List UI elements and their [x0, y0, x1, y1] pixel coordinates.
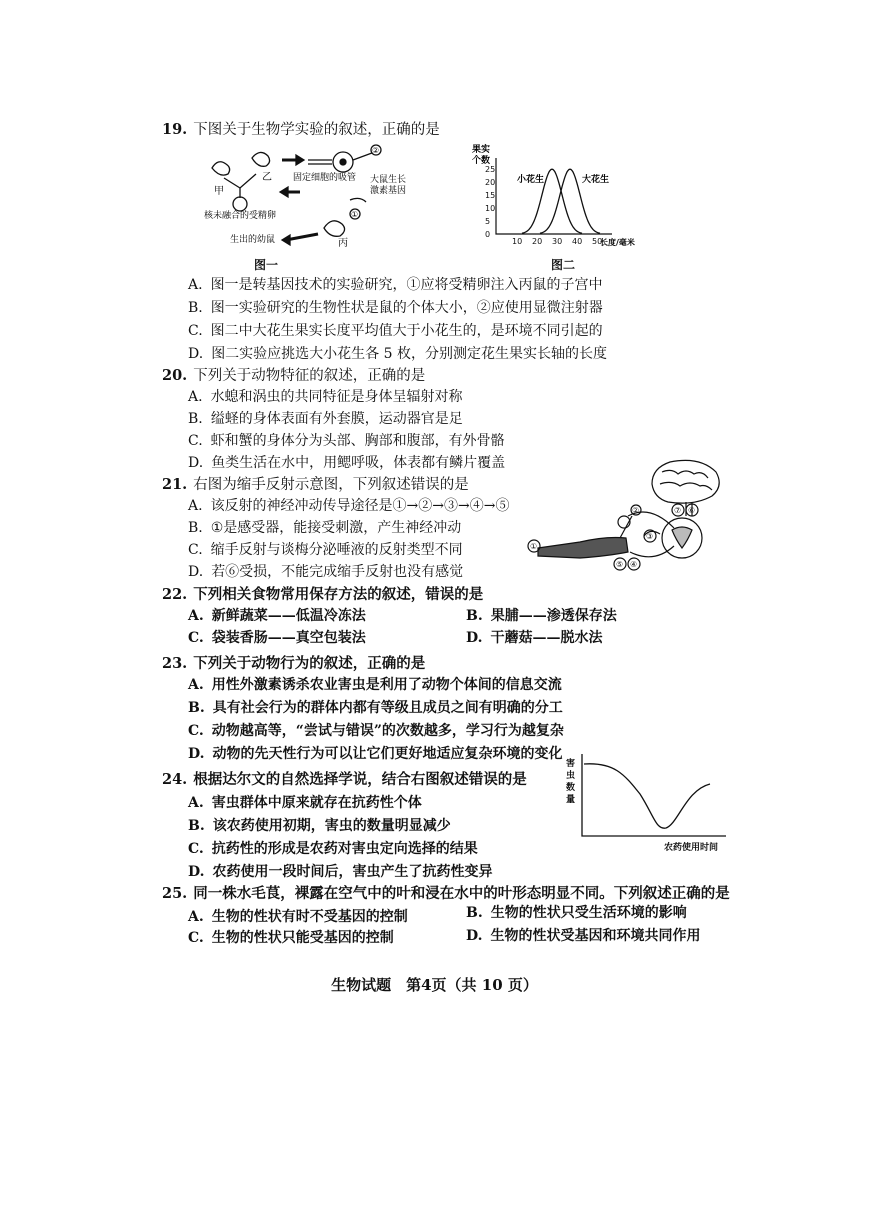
q25-option-c[interactable]: C. 生物的性状只能受基因的控制: [188, 930, 394, 946]
brain-icon: [652, 460, 719, 503]
reflex-arc-figure: [520, 456, 720, 576]
chart-ylabel-line2: 个数: [472, 156, 491, 166]
svg-text:量: 量: [566, 795, 576, 805]
q19-option-c[interactable]: C. 图二中大花生果实长度平均值大于小花生的，是环境不同引起的: [188, 323, 603, 339]
q22-stem: 22. 下列相关食物常用保存方法的叙述，错误的是: [162, 586, 484, 603]
q21-option-d[interactable]: D. 若⑥受损，不能完成缩手反射也没有感觉: [188, 564, 464, 580]
mouse-jia-icon: [212, 162, 230, 175]
figure-1-caption: 图一: [254, 258, 279, 272]
q22-option-d[interactable]: D. 干蘑菇——脱水法: [466, 630, 603, 646]
svg-text:生出的幼鼠: 生出的幼鼠: [230, 235, 276, 245]
svg-text:③: ③: [646, 532, 654, 541]
svg-text:害: 害: [566, 759, 576, 769]
q20-option-a[interactable]: A. 水螅和涡虫的共同特征是身体呈辐射对称: [188, 389, 463, 405]
svg-text:①: ①: [351, 210, 359, 219]
q21-option-b[interactable]: B. ①是感受器，能接受刺激，产生神经冲动: [188, 520, 462, 536]
x-tick-label: 10: [512, 237, 523, 246]
y-tick-label: 25: [485, 165, 496, 175]
x-tick-label: 50: [592, 237, 603, 246]
q22-option-b[interactable]: B. 果脯——渗透保存法: [466, 608, 617, 624]
q24-stem: 24. 根据达尔文的自然选择学说，结合右图叙述错误的是: [162, 771, 527, 788]
mouse-yi-icon: [252, 152, 270, 166]
svg-text:丙: 丙: [338, 238, 348, 249]
q25-option-a[interactable]: A. 生物的性状有时不受基因的控制: [188, 909, 408, 925]
svg-text:⑤: ⑤: [616, 560, 624, 569]
series-label-small: 小花生: [517, 175, 545, 185]
svg-text:②: ②: [632, 506, 640, 515]
q21-option-c[interactable]: C. 缩手反射与谈梅分泌唾液的反射类型不同: [188, 542, 463, 558]
svg-text:核未融合的受精卵: 核未融合的受精卵: [204, 211, 277, 221]
svg-text:②: ②: [372, 146, 380, 155]
y-tick-label: 20: [485, 178, 496, 188]
q24-option-c[interactable]: C. 抗药性的形成是农药对害虫定向选择的结果: [188, 841, 478, 857]
y-tick-label: 5: [485, 217, 491, 227]
svg-text:乙: 乙: [262, 172, 272, 183]
svg-text:固定细胞的吸管: 固定细胞的吸管: [293, 173, 357, 183]
chart-ylabel-line1: 果实: [472, 145, 491, 155]
mouse-bing-icon: [324, 221, 345, 237]
q20-stem: 20. 下列关于动物特征的叙述，正确的是: [162, 367, 426, 384]
q21-option-a[interactable]: A. 该反射的神经冲动传导途径是①→②→③→④→⑤: [188, 498, 510, 514]
svg-text:①: ①: [530, 542, 538, 551]
q22-option-a[interactable]: A. 新鲜蔬菜——低温冷冻法: [188, 608, 366, 624]
svg-text:大鼠生长: 大鼠生长: [370, 175, 407, 185]
pest-population-graph: [560, 750, 730, 855]
svg-text:虫: 虫: [566, 771, 576, 781]
y-tick-label: 10: [485, 204, 496, 214]
q20-option-b[interactable]: B. 缢蛏的身体表面有外套膜，运动器官是足: [188, 411, 463, 427]
q25-option-b[interactable]: B. 生物的性状只受生活环境的影响: [466, 905, 687, 921]
chart-axes: [496, 158, 612, 234]
q23-option-a[interactable]: A. 用性外激素诱杀农业害虫是利用了动物个体间的信息交流: [188, 677, 562, 693]
series-label-large: 大花生: [582, 175, 610, 185]
q20-option-d[interactable]: D. 鱼类生活在水中，用鳃呼吸，体表都有鳞片覆盖: [188, 455, 506, 471]
page-footer: 生物试题 第4页（共 10 页）: [331, 976, 538, 994]
svg-text:激素基因: 激素基因: [370, 186, 407, 196]
figure-1-transgenic-diagram: [200, 142, 420, 252]
svg-text:数: 数: [566, 783, 576, 793]
figure-2-caption: 图二: [551, 258, 576, 272]
q23-option-c[interactable]: C. 动物越高等，“尝试与错误”的次数越多，学习行为越复杂: [188, 723, 564, 739]
graph-xlabel: 农药使用时间: [664, 843, 719, 853]
x-tick-label: 40: [572, 237, 583, 246]
svg-text:④: ④: [630, 560, 638, 569]
q19-option-a[interactable]: A. 图一是转基因技术的实验研究，①应将受精卵注入丙鼠的子宫中: [188, 277, 603, 293]
x-tick-label: 30: [552, 237, 563, 246]
q23-option-b[interactable]: B. 具有社会行为的群体内都有等级且成员之间有明确的分工: [188, 700, 563, 716]
q25-option-d[interactable]: D. 生物的性状受基因和环境共同作用: [466, 928, 701, 944]
svg-text:⑥: ⑥: [688, 506, 696, 515]
chart-xlabel: 长度/毫米: [600, 238, 635, 247]
q22-option-c[interactable]: C. 袋装香肠——真空包装法: [188, 630, 366, 646]
q24-option-b[interactable]: B. 该农药使用初期，害虫的数量明显减少: [188, 818, 451, 834]
q23-option-d[interactable]: D. 动物的先天性行为可以让它们更好地适应复杂环境的变化: [188, 746, 563, 762]
svg-text:甲: 甲: [214, 186, 224, 197]
svg-text:⑦: ⑦: [674, 506, 682, 515]
q23-stem: 23. 下列关于动物行为的叙述，正确的是: [162, 655, 426, 672]
y-tick-label: 0: [485, 230, 491, 239]
y-tick-label: 15: [485, 191, 496, 201]
q19-option-b[interactable]: B. 图一实验研究的生物性状是鼠的个体大小，②应使用显微注射器: [188, 300, 603, 316]
q25-stem: 25. 同一株水毛茛，裸露在空气中的叶和浸在水中的叶形态明显不同。下列叙述正确的是: [162, 885, 730, 902]
q24-option-d[interactable]: D. 农药使用一段时间后，害虫产生了抗药性变异: [188, 864, 493, 880]
figure-2-chart: [470, 142, 650, 254]
q19-option-d[interactable]: D. 图二实验应挑选大小花生各 5 枚，分别测定花生果实长轴的长度: [188, 346, 607, 362]
q20-option-c[interactable]: C. 虾和蟹的身体分为头部、胸部和腹部，有外骨骼: [188, 433, 505, 449]
q21-stem: 21. 右图为缩手反射示意图，下列叙述错误的是: [162, 476, 469, 493]
q24-option-a[interactable]: A. 害虫群体中原来就存在抗药性个体: [188, 795, 422, 811]
q19-stem: 19. 下图关于生物学实验的叙述，正确的是: [162, 121, 440, 138]
x-tick-label: 20: [532, 237, 543, 246]
